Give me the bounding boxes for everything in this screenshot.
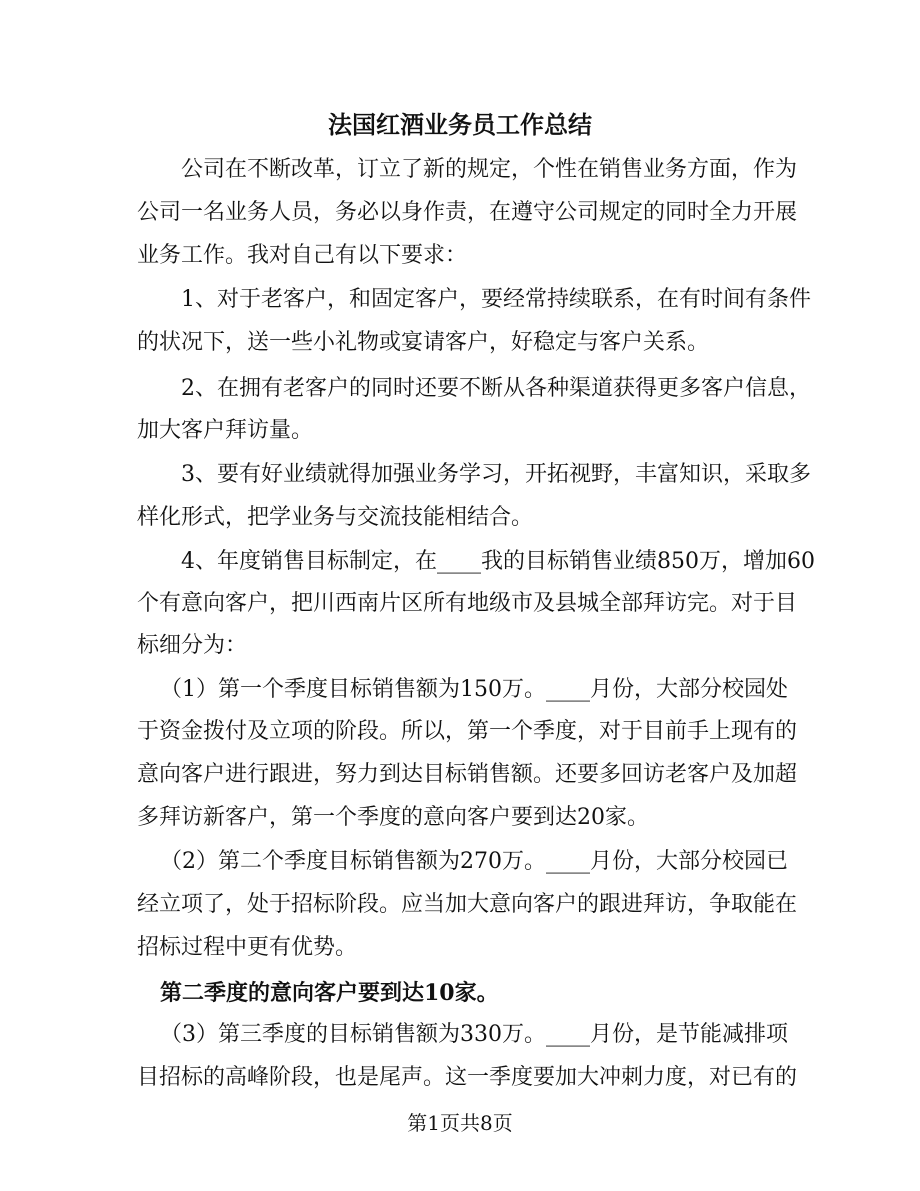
paragraph-line: 公司一名业务人员，务必以身作责，在遵守公司规定的同时全力开展 (137, 200, 798, 225)
sub-item-line: 意向客户进行跟进，努力到达目标销售额。还要多回访老客户及加超 (137, 762, 798, 787)
list-item-line: 标细分为： (137, 633, 248, 658)
sub-item-line: 于资金拨付及立项的阶段。所以，第一个季度，对于目前手上现有的 (137, 719, 798, 744)
sub-item-line: （1）第一个季度目标销售额为150万。____月份，大部分校园处 (160, 677, 788, 702)
sub-item-line: （2）第二个季度目标销售额为270万。____月份，大部分校园已 (160, 849, 788, 874)
list-item-line: 3、要有好业绩就得加强业务学习，开拓视野，丰富知识，采取多 (181, 462, 811, 487)
paragraph-line: 业务工作。我对自己有以下要求： (137, 243, 468, 268)
list-item-line: 个有意向客户，把川西南片区所有地级市及县城全部拜访完。对于目 (137, 591, 798, 616)
sub-item-line: 多拜访新客户，第一个季度的意向客户要到达20家。 (137, 805, 649, 830)
bold-line: 第二季度的意向客户要到达10家。 (160, 980, 499, 1006)
list-item-line: 2、在拥有老客户的同时还要不断从各种渠道获得更多客户信息， (181, 376, 811, 401)
list-item-line: 4、年度销售目标制定，在____我的目标销售业绩850万，增加60 (181, 549, 815, 574)
list-item-line: 1、对于老客户，和固定客户，要经常持续联系，在有时间有条件 (181, 287, 811, 312)
paragraph-line: 公司在不断改革，订立了新的规定，个性在销售业务方面，作为 (181, 157, 798, 182)
list-item-line: 样化形式，把学业务与交流技能相结合。 (137, 505, 534, 530)
sub-item-line: （3）第三季度的目标销售额为330万。____月份，是节能减排项 (160, 1022, 788, 1047)
list-item-line: 加大客户拜访量。 (137, 418, 314, 443)
list-item-line: 的状况下，送一些小礼物或宴请客户，好稳定与客户关系。 (137, 330, 710, 355)
page-number: 第1页共8页 (407, 1111, 513, 1135)
sub-item-line: 目招标的高峰阶段，也是尾声。这一季度要加大冲刺力度，对已有的 (137, 1065, 798, 1090)
sub-item-line: 经立项了，处于招标阶段。应当加大意向客户的跟进拜访，争取能在 (137, 892, 798, 917)
sub-item-line: 招标过程中更有优势。 (137, 935, 358, 960)
document-title: 法国红酒业务员工作总结 (328, 110, 592, 139)
